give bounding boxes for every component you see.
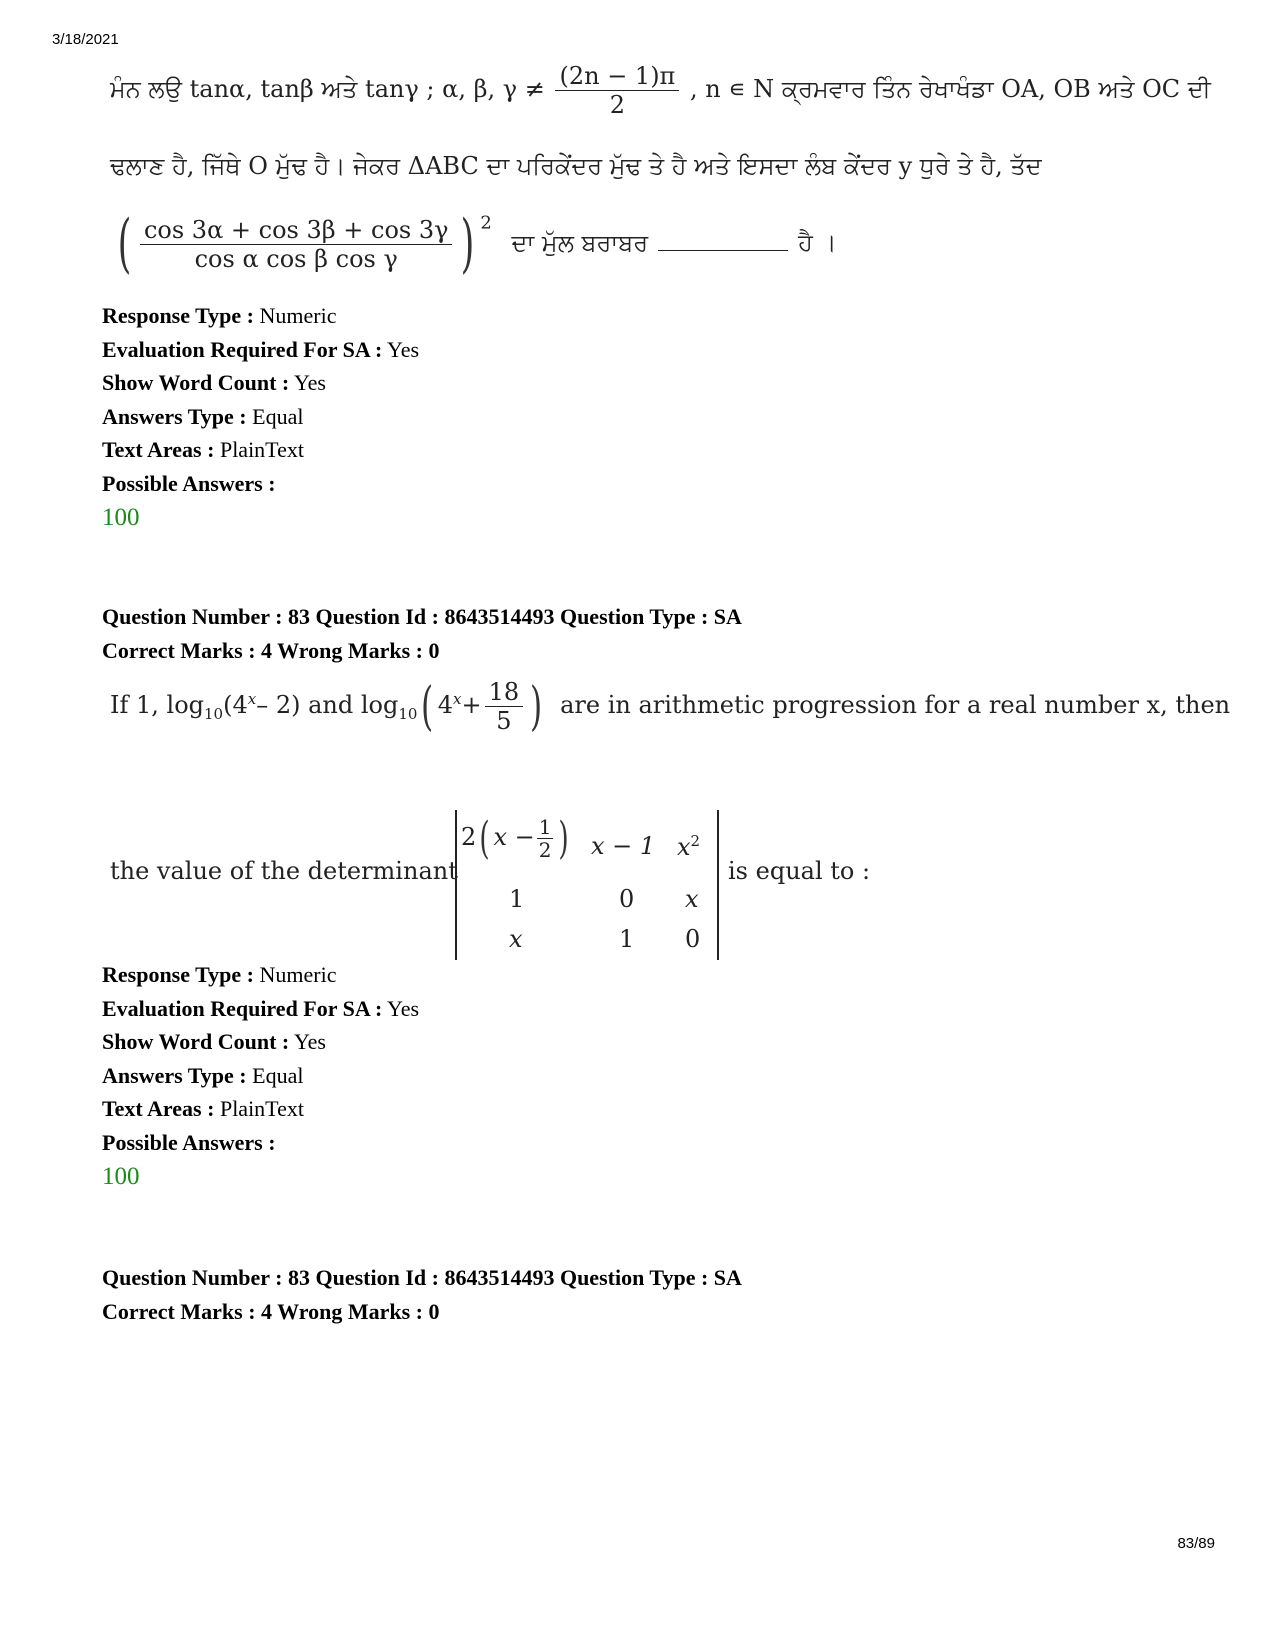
det-r1c3: $x^2$	[677, 832, 701, 861]
q83-head-line1: Question Number : 83 Question Id : 8643514493 Question Type : SA	[102, 604, 742, 629]
answers-type-row: Answers Type : Equal	[102, 1062, 304, 1088]
q82-cos-num: cos 3α + cos 3β + cos 3γ	[140, 216, 452, 245]
q82-cos-den: cos α cos β cos γ	[194, 244, 398, 273]
possible-answer-value: 100	[102, 1163, 140, 1190]
q82-meta	[102, 299, 419, 536]
eval-required-row: Evaluation Required For SA : Yes	[102, 336, 420, 362]
right-paren-icon: )	[530, 676, 543, 737]
q83-meta	[102, 958, 419, 1195]
q83-line-1: If 1, $\log_{10}(4^x-$ 2) and $\log_{10}$( $4^x+$ $\frac{18}{5}$ ) are in arithmetic progression for a real number x, then	[110, 676, 1231, 737]
word-count-row: Show Word Count : Yes	[102, 1029, 326, 1054]
q83-header	[102, 600, 742, 668]
left-paren-icon: (	[421, 676, 434, 737]
q83-fraction: $\frac{18}{5}$	[485, 678, 524, 735]
left-paren-icon: (	[479, 812, 491, 864]
answer-blank	[658, 250, 788, 251]
det-r3c2: 1	[619, 925, 635, 953]
right-paren-icon: )	[461, 207, 475, 281]
q82-line3-end: ਹੈ ।	[798, 228, 837, 257]
det-r3c1: x	[509, 925, 523, 953]
q82-line-1	[110, 62, 1211, 119]
det-r3c3: 0	[685, 925, 701, 953]
possible-answer-value: 100	[102, 504, 140, 531]
det-r1c2: x − 1	[591, 832, 656, 860]
eval-required-row: Evaluation Required For SA : Yes	[102, 995, 420, 1021]
q82-line1-pre: ਮੰਨ ਲਉ tanα, tanβ ਅਤੇ tanγ ; α, β, γ ≠	[110, 75, 545, 103]
q82-line-3	[112, 207, 837, 281]
page-number: 83/89	[1177, 1535, 1215, 1552]
q82-line-2: ਢਲਾਣ ਹੈ, ਜਿੱਥੇ O ਮੁੱਢ ਹੈ। ਜੇਕਰ ΔABC ਦਾ ਪਰਿਕੇਂਦਰ ਮੁੱਢ ਤੇ ਹੈ ਅਤੇ ਇਸਦਾ ਲੰਬ ਕੇਂਦਰ y ਧੁਰੇ ਤੇ ਹੈ, ਤੱਦ	[110, 152, 1042, 180]
q83-head-line2: Correct Marks : 4 Wrong Marks : 0	[102, 638, 440, 663]
q82-frac-num: (2n − 1)π	[555, 62, 679, 91]
q83-line2-pre: the value of the determinant	[110, 857, 458, 885]
word-count-row: Show Word Count : Yes	[102, 370, 326, 395]
text-areas-row: Text Areas : PlainText	[102, 1096, 304, 1121]
right-paren-icon: )	[558, 812, 570, 864]
possible-answers-row: Possible Answers :	[102, 470, 276, 496]
det-r2c1: 1	[509, 885, 525, 913]
text-areas-row: Text Areas : PlainText	[102, 437, 304, 462]
det-r2c2: 0	[619, 885, 635, 913]
q82-exponent: 2	[480, 212, 492, 234]
q82-fraction	[555, 62, 679, 119]
response-type-row: Response Type : Numeric	[102, 962, 337, 987]
q83-line2-post: is equal to :	[728, 857, 871, 885]
answers-type-row: Answers Type : Equal	[102, 403, 304, 429]
q82-line1-post: , n ∊ N ਕ੍ਰਮਵਾਰ ਤਿੰਨ ਰੇਖਾਖੰਡਾ OA, OB ਅਤੇ OC ਦੀ	[689, 75, 1211, 103]
det-r1c1: 2( x − $\frac{1}{2}$ )	[461, 812, 570, 864]
determinant-matrix	[455, 810, 719, 960]
response-type-row: Response Type : Numeric	[102, 303, 337, 328]
q82-frac-den: 2	[609, 91, 626, 119]
q84-header	[102, 1261, 742, 1329]
q84-head-line2: Correct Marks : 4 Wrong Marks : 0	[102, 1299, 440, 1324]
det-r2c3: x	[685, 885, 699, 913]
q82-cos-fraction	[140, 216, 452, 273]
left-paren-icon: (	[117, 207, 132, 281]
print-date: 3/18/2021	[52, 31, 119, 48]
possible-answers-row: Possible Answers :	[102, 1129, 276, 1155]
q82-line3-mid: ਦਾ ਮੁੱਲ ਬਰਾਬਰ	[511, 228, 649, 257]
q84-head-line1: Question Number : 83 Question Id : 8643514493 Question Type : SA	[102, 1265, 742, 1290]
